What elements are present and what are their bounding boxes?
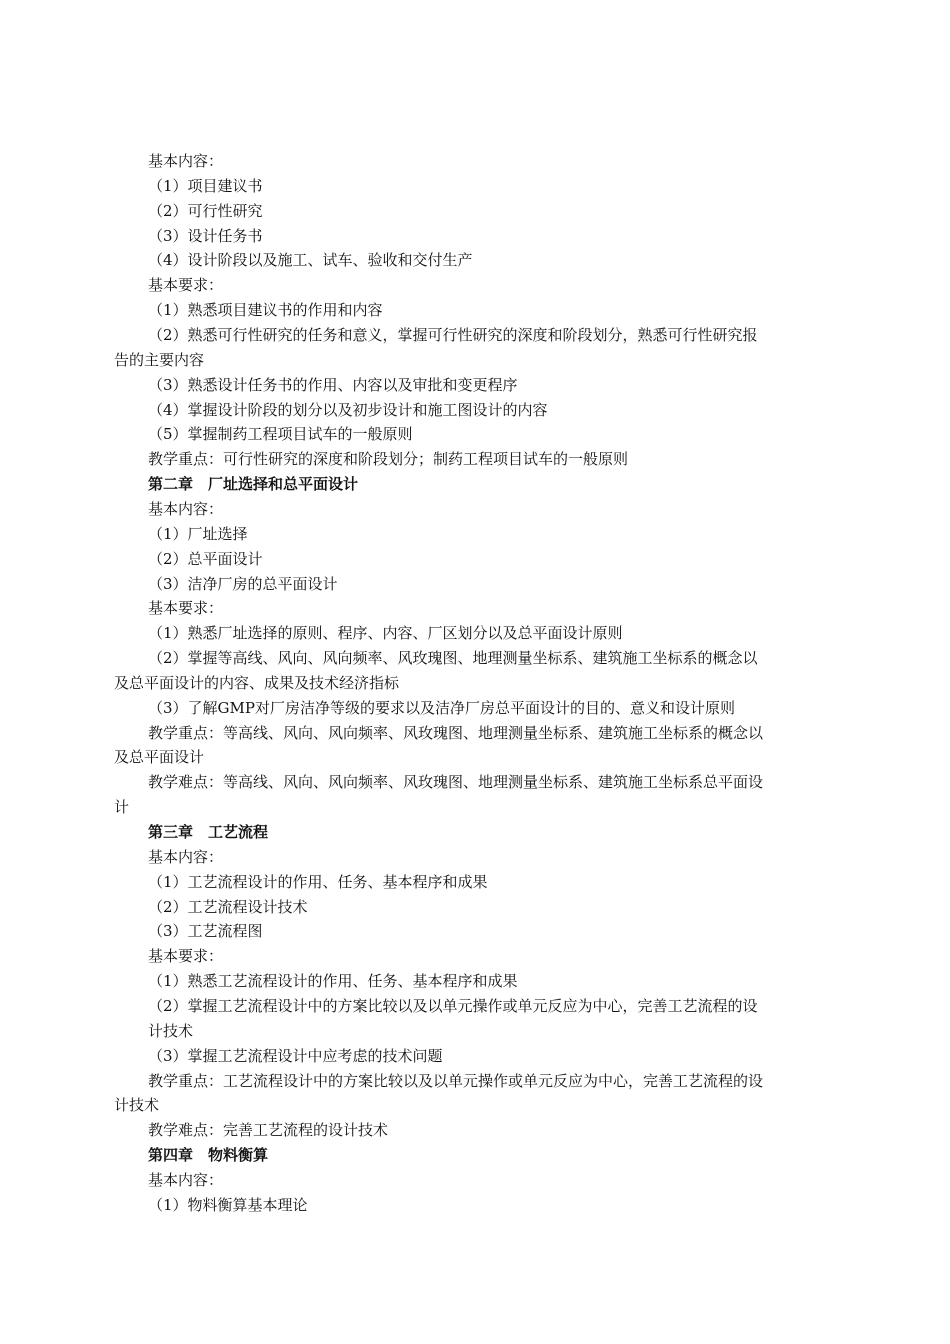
text-line: （1）厂址选择 — [148, 524, 248, 543]
text-line: 教学重点：工艺流程设计中的方案比较以及以单元操作或单元反应为中心，完善工艺流程的设 — [148, 1071, 764, 1090]
text-line: 告的主要内容 — [114, 350, 205, 369]
chapter-heading: 第三章 工艺流程 — [148, 823, 269, 841]
text-line: （5）掌握制药工程项目试车的一般原则 — [148, 425, 413, 444]
text-line: 基本要求： — [148, 276, 224, 295]
text-line: （3）熟悉设计任务书的作用、内容以及审批和变更程序 — [148, 375, 518, 394]
text-line: （3）洁净厂房的总平面设计 — [148, 574, 338, 593]
text-line: 及总平面设计 — [114, 748, 205, 767]
text-line: 基本内容： — [148, 847, 224, 866]
text-line: （2）掌握等高线、风向、风向频率、风玫瑰图、地理测量坐标系、建筑施工坐标系的概念以 — [148, 649, 758, 667]
text-line: （1）熟悉工艺流程设计的作用、任务、基本程序和成果 — [148, 972, 518, 991]
text-line: （2）工艺流程设计技术 — [148, 897, 308, 916]
text-line: 基本要求： — [148, 599, 224, 618]
text-line: 教学重点：可行性研究的深度和阶段划分；制药工程项目试车的一般原则 — [148, 450, 629, 469]
text-line: 计技术 — [148, 1021, 194, 1040]
text-line: （4）掌握设计阶段的划分以及初步设计和施工图设计的内容 — [148, 400, 548, 419]
text-line: 基本内容： — [148, 1170, 224, 1189]
text-line: 基本要求： — [148, 947, 224, 966]
text-line: 教学难点：完善工艺流程的设计技术 — [148, 1121, 389, 1140]
chapter-heading: 第二章 厂址选择和总平面设计 — [148, 475, 359, 494]
text-line: （1）熟悉厂址选择的原则、程序、内容、厂区划分以及总平面设计原则 — [148, 624, 623, 643]
text-line: （1）项目建议书 — [148, 176, 263, 195]
text-line: （3）工艺流程图 — [148, 922, 263, 941]
text-line: 计技术 — [114, 1096, 160, 1115]
text-line: 基本内容： — [148, 499, 224, 518]
text-line: 计 — [114, 798, 130, 817]
text-line: （2）掌握工艺流程设计中的方案比较以及以单元操作或单元反应为中心，完善工艺流程的设 — [148, 996, 758, 1015]
text-line: 及总平面设计的内容、成果及技术经济指标 — [114, 673, 400, 692]
text-line: （1）物料衡算基本理论 — [148, 1195, 308, 1214]
text-line: 教学重点：等高线、风向、风向频率、风玫瑰图、地理测量坐标系、建筑施工坐标系的概念以 — [148, 723, 764, 742]
text-line: 基本内容： — [148, 152, 224, 170]
text-line: （3）了解GMP对厂房洁净等级的要求以及洁净厂房总平面设计的目的、意义和设计原则 — [148, 698, 735, 717]
text-line: 教学难点：等高线、风向、风向频率、风玫瑰图、地理测量坐标系、建筑施工坐标系总平面设 — [148, 773, 764, 792]
text-line: （2）总平面设计 — [148, 549, 263, 568]
text-line: （1）工艺流程设计的作用、任务、基本程序和成果 — [148, 872, 488, 891]
text-line: （3）设计任务书 — [148, 226, 263, 245]
chapter-heading: 第四章 物料衡算 — [148, 1146, 269, 1164]
text-line: （2）熟悉可行性研究的任务和意义，掌握可行性研究的深度和阶段划分，熟悉可行性研究报 — [148, 326, 758, 344]
text-line: （1）熟悉项目建议书的作用和内容 — [148, 301, 383, 320]
text-line: （3）掌握工艺流程设计中应考虑的技术问题 — [148, 1046, 443, 1065]
text-line: （4）设计阶段以及施工、试车、验收和交付生产 — [148, 251, 473, 270]
text-line: （2）可行性研究 — [148, 201, 263, 220]
